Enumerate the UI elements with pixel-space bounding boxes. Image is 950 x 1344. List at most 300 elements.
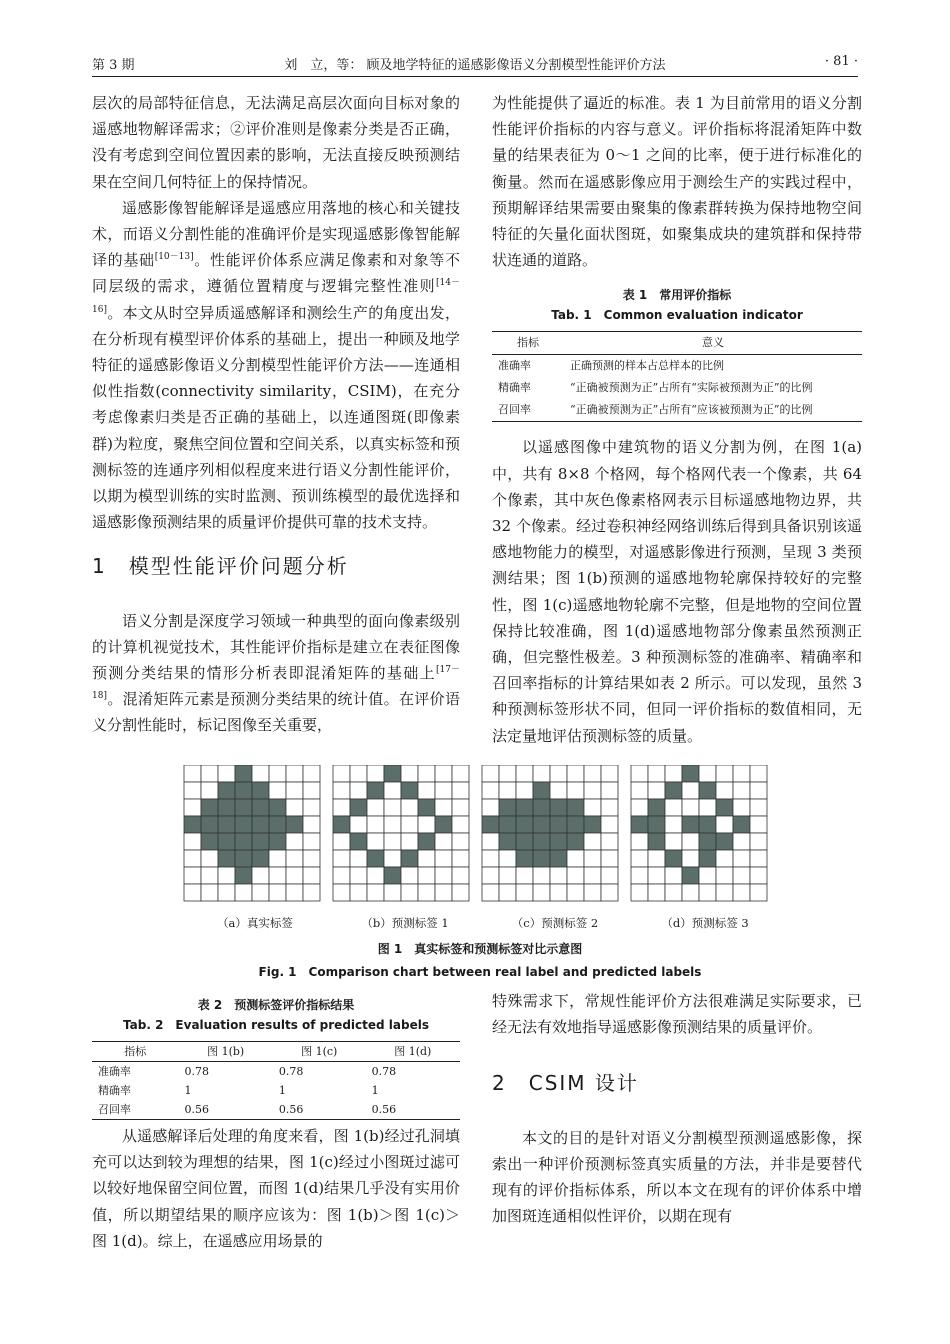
target-pixel bbox=[350, 799, 367, 816]
background-pixel bbox=[716, 765, 733, 782]
background-pixel bbox=[452, 765, 469, 782]
background-pixel bbox=[631, 850, 648, 867]
table1 bbox=[492, 331, 862, 422]
background-pixel bbox=[516, 782, 533, 799]
background-pixel bbox=[303, 765, 320, 782]
background-pixel bbox=[384, 799, 401, 816]
target-pixel bbox=[699, 833, 716, 850]
background-pixel bbox=[435, 884, 452, 901]
background-pixel bbox=[567, 765, 584, 782]
background-pixel bbox=[367, 799, 384, 816]
table2-block bbox=[92, 995, 460, 1120]
target-pixel bbox=[367, 850, 384, 867]
background-pixel bbox=[716, 816, 733, 833]
background-pixel bbox=[499, 782, 516, 799]
target-pixel bbox=[567, 833, 584, 850]
background-pixel bbox=[303, 782, 320, 799]
figure-caption-en: Fig. 1 Comparison chart between real label and predicted labels bbox=[258, 965, 702, 979]
background-pixel bbox=[584, 782, 601, 799]
background-pixel bbox=[401, 867, 418, 884]
target-pixel bbox=[235, 833, 252, 850]
table-row bbox=[492, 355, 862, 378]
table-cell: 准确率 bbox=[498, 359, 531, 373]
background-pixel bbox=[333, 867, 350, 884]
background-pixel bbox=[303, 884, 320, 901]
table1-caption-cn: 表 1 常用评价指标 bbox=[622, 288, 732, 303]
table-row bbox=[92, 1081, 460, 1100]
background-pixel bbox=[716, 884, 733, 901]
table-cell: 准确率 bbox=[98, 1065, 131, 1078]
background-pixel bbox=[452, 833, 469, 850]
background-pixel bbox=[333, 850, 350, 867]
target-pixel bbox=[699, 782, 716, 799]
background-pixel bbox=[584, 867, 601, 884]
background-pixel bbox=[584, 833, 601, 850]
pixel-grid-d bbox=[631, 765, 767, 901]
target-pixel bbox=[235, 765, 252, 782]
background-pixel bbox=[218, 884, 235, 901]
background-pixel bbox=[584, 799, 601, 816]
background-pixel bbox=[631, 833, 648, 850]
background-pixel bbox=[286, 884, 303, 901]
citation: [17－18] bbox=[92, 665, 460, 702]
background-pixel bbox=[750, 765, 767, 782]
target-pixel bbox=[733, 816, 750, 833]
background-pixel bbox=[733, 782, 750, 799]
target-pixel bbox=[235, 799, 252, 816]
background-pixel bbox=[482, 867, 499, 884]
background-pixel bbox=[682, 782, 699, 799]
background-pixel bbox=[499, 867, 516, 884]
target-pixel bbox=[584, 816, 601, 833]
target-pixel bbox=[648, 799, 665, 816]
background-pixel bbox=[648, 850, 665, 867]
table-cell: 0.56 bbox=[273, 1100, 366, 1120]
target-pixel bbox=[499, 799, 516, 816]
background-pixel bbox=[367, 833, 384, 850]
background-pixel bbox=[269, 782, 286, 799]
background-pixel bbox=[584, 850, 601, 867]
background-pixel bbox=[452, 799, 469, 816]
table2-caption-en: Tab. 2 Evaluation results of predicted labels bbox=[123, 1018, 429, 1032]
background-pixel bbox=[699, 867, 716, 884]
background-pixel bbox=[750, 833, 767, 850]
table-header: 图 1(c) bbox=[273, 1042, 366, 1062]
background-pixel bbox=[750, 799, 767, 816]
left-column bbox=[92, 90, 460, 739]
issue-number: 第 3 期 bbox=[92, 58, 135, 73]
citation: [10－13] bbox=[154, 252, 194, 263]
table-cell: 精确率 bbox=[498, 381, 531, 395]
target-pixel bbox=[252, 816, 269, 833]
background-pixel bbox=[350, 765, 367, 782]
background-pixel bbox=[235, 884, 252, 901]
background-pixel bbox=[269, 884, 286, 901]
table-cell: 1 bbox=[371, 1084, 379, 1097]
table-cell: 1 bbox=[278, 1084, 286, 1097]
background-pixel bbox=[384, 850, 401, 867]
right-column bbox=[492, 90, 862, 749]
background-pixel bbox=[401, 816, 418, 833]
background-pixel bbox=[601, 782, 618, 799]
table-header: 意义 bbox=[564, 332, 862, 355]
background-pixel bbox=[482, 782, 499, 799]
background-pixel bbox=[418, 850, 435, 867]
table-cell: “正确被预测为正”占所有“实际被预测为正”的比例 bbox=[570, 381, 813, 395]
target-pixel bbox=[367, 782, 384, 799]
background-pixel bbox=[750, 884, 767, 901]
background-pixel bbox=[733, 850, 750, 867]
background-pixel bbox=[648, 782, 665, 799]
background-pixel bbox=[367, 867, 384, 884]
background-pixel bbox=[333, 782, 350, 799]
background-pixel bbox=[682, 799, 699, 816]
background-pixel bbox=[601, 799, 618, 816]
background-pixel bbox=[452, 850, 469, 867]
background-pixel bbox=[648, 884, 665, 901]
background-pixel bbox=[648, 867, 665, 884]
background-pixel bbox=[482, 884, 499, 901]
background-pixel bbox=[665, 765, 682, 782]
target-pixel bbox=[648, 833, 665, 850]
target-pixel bbox=[201, 816, 218, 833]
background-pixel bbox=[252, 867, 269, 884]
target-pixel bbox=[235, 816, 252, 833]
background-pixel bbox=[418, 765, 435, 782]
background-pixel bbox=[733, 799, 750, 816]
table1-caption-en: Tab. 1 Common evaluation indicator bbox=[551, 308, 803, 323]
background-pixel bbox=[665, 833, 682, 850]
background-pixel bbox=[303, 833, 320, 850]
background-pixel bbox=[516, 765, 533, 782]
target-pixel bbox=[699, 850, 716, 867]
paragraph: 为性能提供了逼近的标准。表 1 为目前常用的语义分割性能评价指标的内容与意义。评价指标将混淆矩阵中数量的结果表征为 0～1 之间的比率，便于进行标准化的衡量。然而在遥感影像应用于测绘生产的实践过程中，预期解译结果需要由聚集的像素群转换为保持地物空间特征的矢量化面状图斑，如聚集成块的建筑群和保持带状连通的道路。 bbox=[492, 94, 862, 270]
table-cell: 精确率 bbox=[98, 1084, 131, 1097]
citation: [14－16] bbox=[92, 278, 460, 315]
background-pixel bbox=[367, 765, 384, 782]
target-pixel bbox=[533, 799, 550, 816]
target-pixel bbox=[533, 833, 550, 850]
section-heading-1: 1 模型性能评价问题分析 bbox=[92, 554, 349, 579]
subcaption-c: （c）预测标签 2 bbox=[511, 916, 599, 930]
table2-caption-cn: 表 2 预测标签评价指标结果 bbox=[197, 998, 355, 1012]
table-cell: 0.78 bbox=[184, 1065, 209, 1078]
figure-caption-cn: 图 1 真实标签和预测标签对比示意图 bbox=[377, 942, 583, 956]
target-pixel bbox=[533, 850, 550, 867]
target-pixel bbox=[269, 816, 286, 833]
background-pixel bbox=[350, 782, 367, 799]
running-header bbox=[92, 50, 858, 77]
background-pixel bbox=[384, 816, 401, 833]
table-cell: “正确被预测为正”占所有“应该被预测为正”的比例 bbox=[564, 399, 862, 422]
target-pixel bbox=[384, 765, 401, 782]
target-pixel bbox=[482, 816, 499, 833]
background-pixel bbox=[482, 799, 499, 816]
target-pixel bbox=[550, 816, 567, 833]
background-pixel bbox=[218, 867, 235, 884]
target-pixel bbox=[252, 850, 269, 867]
background-pixel bbox=[184, 782, 201, 799]
background-pixel bbox=[418, 884, 435, 901]
background-pixel bbox=[550, 765, 567, 782]
table-cell: 0.56 bbox=[178, 1100, 272, 1120]
target-pixel bbox=[682, 816, 699, 833]
background-pixel bbox=[201, 884, 218, 901]
background-pixel bbox=[733, 867, 750, 884]
target-pixel bbox=[201, 833, 218, 850]
pixel-grid-c bbox=[482, 765, 618, 901]
background-pixel bbox=[418, 867, 435, 884]
background-pixel bbox=[303, 867, 320, 884]
table-cell: 0.78 bbox=[371, 1065, 397, 1078]
target-pixel bbox=[516, 850, 533, 867]
background-pixel bbox=[601, 816, 618, 833]
section-heading-2: 2 CSIM 设计 bbox=[492, 1071, 639, 1096]
target-pixel bbox=[252, 782, 269, 799]
table-cell: 0.56 bbox=[366, 1100, 460, 1120]
background-pixel bbox=[218, 765, 235, 782]
background-pixel bbox=[733, 833, 750, 850]
target-pixel bbox=[218, 782, 235, 799]
background-pixel bbox=[303, 850, 320, 867]
table-cell: 召回率 bbox=[92, 1100, 178, 1120]
target-pixel bbox=[716, 799, 733, 816]
background-pixel bbox=[184, 765, 201, 782]
pixel-grid-a bbox=[184, 765, 320, 901]
background-pixel bbox=[286, 765, 303, 782]
target-pixel bbox=[235, 850, 252, 867]
table-header: 图 1(b) bbox=[178, 1042, 272, 1062]
background-pixel bbox=[699, 765, 716, 782]
pixel-grid-b bbox=[333, 765, 469, 901]
background-pixel bbox=[269, 867, 286, 884]
background-pixel bbox=[286, 867, 303, 884]
background-pixel bbox=[303, 799, 320, 816]
paragraph: 特殊需求下，常规性能评价方法很难满足实际要求，已经无法有效地指导遥感影像预测结果的质量评价。 bbox=[492, 992, 862, 1037]
background-pixel bbox=[350, 884, 367, 901]
background-pixel bbox=[184, 850, 201, 867]
background-pixel bbox=[550, 782, 567, 799]
background-pixel bbox=[384, 833, 401, 850]
background-pixel bbox=[750, 782, 767, 799]
background-pixel bbox=[682, 884, 699, 901]
figure-1-grids bbox=[180, 765, 780, 905]
background-pixel bbox=[482, 765, 499, 782]
background-pixel bbox=[252, 765, 269, 782]
background-pixel bbox=[384, 782, 401, 799]
background-pixel bbox=[367, 884, 384, 901]
background-pixel bbox=[499, 884, 516, 901]
background-pixel bbox=[601, 833, 618, 850]
background-pixel bbox=[333, 799, 350, 816]
background-pixel bbox=[286, 850, 303, 867]
target-pixel bbox=[269, 833, 286, 850]
background-pixel bbox=[665, 799, 682, 816]
target-pixel bbox=[516, 799, 533, 816]
background-pixel bbox=[482, 833, 499, 850]
background-pixel bbox=[418, 816, 435, 833]
target-pixel bbox=[550, 833, 567, 850]
table2 bbox=[92, 1041, 460, 1120]
background-pixel bbox=[367, 816, 384, 833]
figure-1 bbox=[180, 765, 780, 985]
background-pixel bbox=[333, 765, 350, 782]
background-pixel bbox=[184, 799, 201, 816]
background-pixel bbox=[184, 867, 201, 884]
background-pixel bbox=[533, 884, 550, 901]
background-pixel bbox=[567, 782, 584, 799]
subcaption-d: （d）预测标签 3 bbox=[661, 916, 749, 930]
background-pixel bbox=[601, 850, 618, 867]
subcaption-a: （a）真实标签 bbox=[217, 916, 293, 930]
paragraph: 从遥感解译后处理的角度来看，图 1(b)经过孔洞填充可以达到较为理想的结果，图 1(c)经过小图斑过滤可以较好地保留空间位置，而图 1(d)结果几乎没有实用价值，所以期望结果的顺序应该为：图 1(b)＞图 1(c)＞图 1(d)。综上，在遥感应用场景的 bbox=[92, 1127, 460, 1250]
target-pixel bbox=[648, 816, 665, 833]
paragraph: 层次的局部特征信息，无法满足高层次面向目标对象的遥感地物解译需求；②评价准则是像素分类是否正确，没有考虑到空间位置因素的影响，无法直接反映预测结果在空间几何特征上的保持情况。 bbox=[92, 94, 460, 191]
target-pixel bbox=[252, 833, 269, 850]
table-cell: 召回率 bbox=[492, 399, 564, 422]
background-pixel bbox=[201, 867, 218, 884]
background-pixel bbox=[533, 867, 550, 884]
background-pixel bbox=[601, 867, 618, 884]
background-pixel bbox=[750, 850, 767, 867]
target-pixel bbox=[218, 850, 235, 867]
background-pixel bbox=[631, 782, 648, 799]
background-pixel bbox=[435, 799, 452, 816]
background-pixel bbox=[418, 782, 435, 799]
target-pixel bbox=[631, 816, 648, 833]
target-pixel bbox=[499, 816, 516, 833]
background-pixel bbox=[201, 765, 218, 782]
background-pixel bbox=[601, 765, 618, 782]
target-pixel bbox=[333, 816, 350, 833]
target-pixel bbox=[184, 816, 201, 833]
target-pixel bbox=[533, 816, 550, 833]
background-pixel bbox=[499, 765, 516, 782]
background-pixel bbox=[516, 867, 533, 884]
target-pixel bbox=[418, 799, 435, 816]
target-pixel bbox=[516, 833, 533, 850]
table-header-row bbox=[92, 1042, 460, 1062]
background-pixel bbox=[631, 884, 648, 901]
target-pixel bbox=[550, 799, 567, 816]
target-pixel bbox=[682, 765, 699, 782]
background-pixel bbox=[201, 782, 218, 799]
target-pixel bbox=[516, 816, 533, 833]
target-pixel bbox=[401, 782, 418, 799]
background-pixel bbox=[584, 765, 601, 782]
background-pixel bbox=[682, 833, 699, 850]
background-pixel bbox=[750, 867, 767, 884]
target-pixel bbox=[235, 782, 252, 799]
background-pixel bbox=[631, 765, 648, 782]
background-pixel bbox=[435, 850, 452, 867]
background-pixel bbox=[286, 799, 303, 816]
background-pixel bbox=[733, 765, 750, 782]
table-cell: 1 bbox=[184, 1084, 192, 1097]
background-pixel bbox=[286, 833, 303, 850]
background-pixel bbox=[435, 867, 452, 884]
background-pixel bbox=[499, 850, 516, 867]
background-pixel bbox=[584, 884, 601, 901]
target-pixel bbox=[218, 816, 235, 833]
page-number: · 81 · bbox=[824, 54, 858, 69]
background-pixel bbox=[435, 833, 452, 850]
background-pixel bbox=[601, 884, 618, 901]
background-pixel bbox=[699, 884, 716, 901]
background-pixel bbox=[333, 884, 350, 901]
background-pixel bbox=[682, 850, 699, 867]
target-pixel bbox=[418, 833, 435, 850]
target-pixel bbox=[567, 816, 584, 833]
target-pixel bbox=[384, 867, 401, 884]
target-pixel bbox=[435, 816, 452, 833]
background-pixel bbox=[750, 816, 767, 833]
background-pixel bbox=[648, 765, 665, 782]
background-pixel bbox=[550, 884, 567, 901]
paragraph: 遥感影像智能解译是遥感应用落地的核心和关键技术，而语义分割性能的准确评价是实现遥感影像智能解译的基础[10－13]。性能评价体系应满足像素和对象等不同层级的需求，遵循位置精度与逻辑完整性准则[14－16]。本文从时空异质遥感解译和测绘生产的角度出发，在分析现有模型评价体系的基础上，提出一种顾及地学特征的遥感影像语义分割模型性能评价方法——连通相似性指数(connectivity similarity，CSIM)，在充分考虑像素归类是否正确的基础上，以连通图斑(即像素群)为粒度，聚焦空间位置和空间关系，以真实标签和预测标签的连通序列相似程度来进行语义分割性能评价，以期为模型训练的实时监测、预训练模型的最优选择和遥感影像预测结果的质量评价提供可靠的技术支持。 bbox=[92, 198, 460, 532]
background-pixel bbox=[401, 833, 418, 850]
target-pixel bbox=[550, 850, 567, 867]
background-pixel bbox=[516, 884, 533, 901]
background-pixel bbox=[567, 850, 584, 867]
background-pixel bbox=[665, 867, 682, 884]
target-pixel bbox=[716, 833, 733, 850]
background-pixel bbox=[401, 799, 418, 816]
background-pixel bbox=[482, 850, 499, 867]
right-column-bottom bbox=[492, 988, 862, 1229]
background-pixel bbox=[716, 850, 733, 867]
background-pixel bbox=[665, 884, 682, 901]
table-cell: 正确预测的样本占总样本的比例 bbox=[570, 359, 724, 373]
target-pixel bbox=[699, 816, 716, 833]
target-pixel bbox=[201, 799, 218, 816]
background-pixel bbox=[567, 867, 584, 884]
background-pixel bbox=[303, 816, 320, 833]
background-pixel bbox=[286, 782, 303, 799]
background-pixel bbox=[567, 884, 584, 901]
background-pixel bbox=[452, 867, 469, 884]
background-pixel bbox=[269, 765, 286, 782]
target-pixel bbox=[350, 833, 367, 850]
background-pixel bbox=[716, 782, 733, 799]
target-pixel bbox=[665, 850, 682, 867]
background-pixel bbox=[350, 867, 367, 884]
background-pixel bbox=[184, 833, 201, 850]
background-pixel bbox=[401, 884, 418, 901]
target-pixel bbox=[218, 833, 235, 850]
background-pixel bbox=[201, 850, 218, 867]
target-pixel bbox=[235, 867, 252, 884]
target-pixel bbox=[567, 799, 584, 816]
background-pixel bbox=[333, 833, 350, 850]
target-pixel bbox=[665, 782, 682, 799]
running-title: 刘 立，等： 顾及地学特征的遥感影像语义分割模型性能评价方法 bbox=[284, 58, 666, 73]
table-header-row bbox=[492, 332, 862, 355]
background-pixel bbox=[631, 867, 648, 884]
table-row bbox=[492, 377, 862, 399]
table-row bbox=[492, 399, 862, 422]
table-header: 图 1(d) bbox=[366, 1042, 460, 1062]
background-pixel bbox=[533, 765, 550, 782]
background-pixel bbox=[269, 850, 286, 867]
background-pixel bbox=[184, 884, 201, 901]
table-row bbox=[92, 1062, 460, 1082]
table-row bbox=[92, 1100, 460, 1120]
background-pixel bbox=[733, 884, 750, 901]
target-pixel bbox=[252, 799, 269, 816]
background-pixel bbox=[452, 884, 469, 901]
background-pixel bbox=[699, 799, 716, 816]
